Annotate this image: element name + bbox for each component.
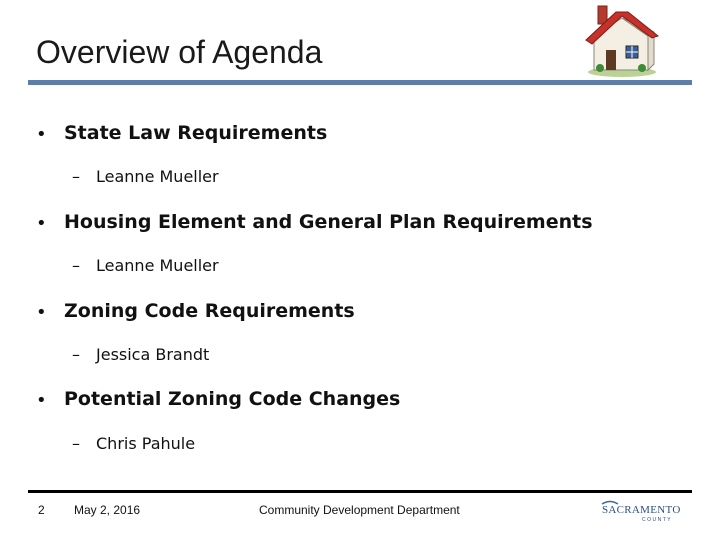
bullet-glyph: • bbox=[36, 390, 47, 411]
page-number: 2 bbox=[38, 503, 45, 517]
house-icon bbox=[582, 2, 662, 78]
bullet-glyph: • bbox=[36, 213, 47, 234]
footer-department: Community Development Department bbox=[259, 503, 460, 517]
bullet-glyph: • bbox=[36, 124, 47, 145]
dash-glyph: – bbox=[72, 434, 80, 453]
dash-glyph: – bbox=[72, 256, 80, 275]
sacramento-county-logo bbox=[600, 498, 682, 524]
agenda-item-label: Zoning Code Requirements bbox=[64, 300, 355, 322]
agenda-item-label: State Law Requirements bbox=[64, 122, 328, 144]
agenda-item-label: Potential Zoning Code Changes bbox=[64, 388, 401, 410]
logo-subtext: COUNTY bbox=[642, 517, 673, 523]
logo-text: SACRAMENTO bbox=[602, 504, 681, 516]
speaker-name: Leanne Mueller bbox=[96, 256, 219, 275]
slide-title: Overview of Agenda bbox=[36, 34, 323, 70]
footer-divider bbox=[28, 490, 692, 493]
dash-glyph: – bbox=[72, 167, 80, 186]
speaker-name: Leanne Mueller bbox=[96, 167, 219, 186]
dash-glyph: – bbox=[72, 345, 80, 364]
footer-date: May 2, 2016 bbox=[74, 503, 141, 517]
bullet-glyph: • bbox=[36, 302, 47, 323]
speaker-name: Jessica Brandt bbox=[96, 345, 210, 364]
speaker-name: Chris Pahule bbox=[96, 434, 196, 453]
agenda-item-label: Housing Element and General Plan Requirements bbox=[64, 211, 593, 233]
title-divider bbox=[28, 80, 692, 85]
